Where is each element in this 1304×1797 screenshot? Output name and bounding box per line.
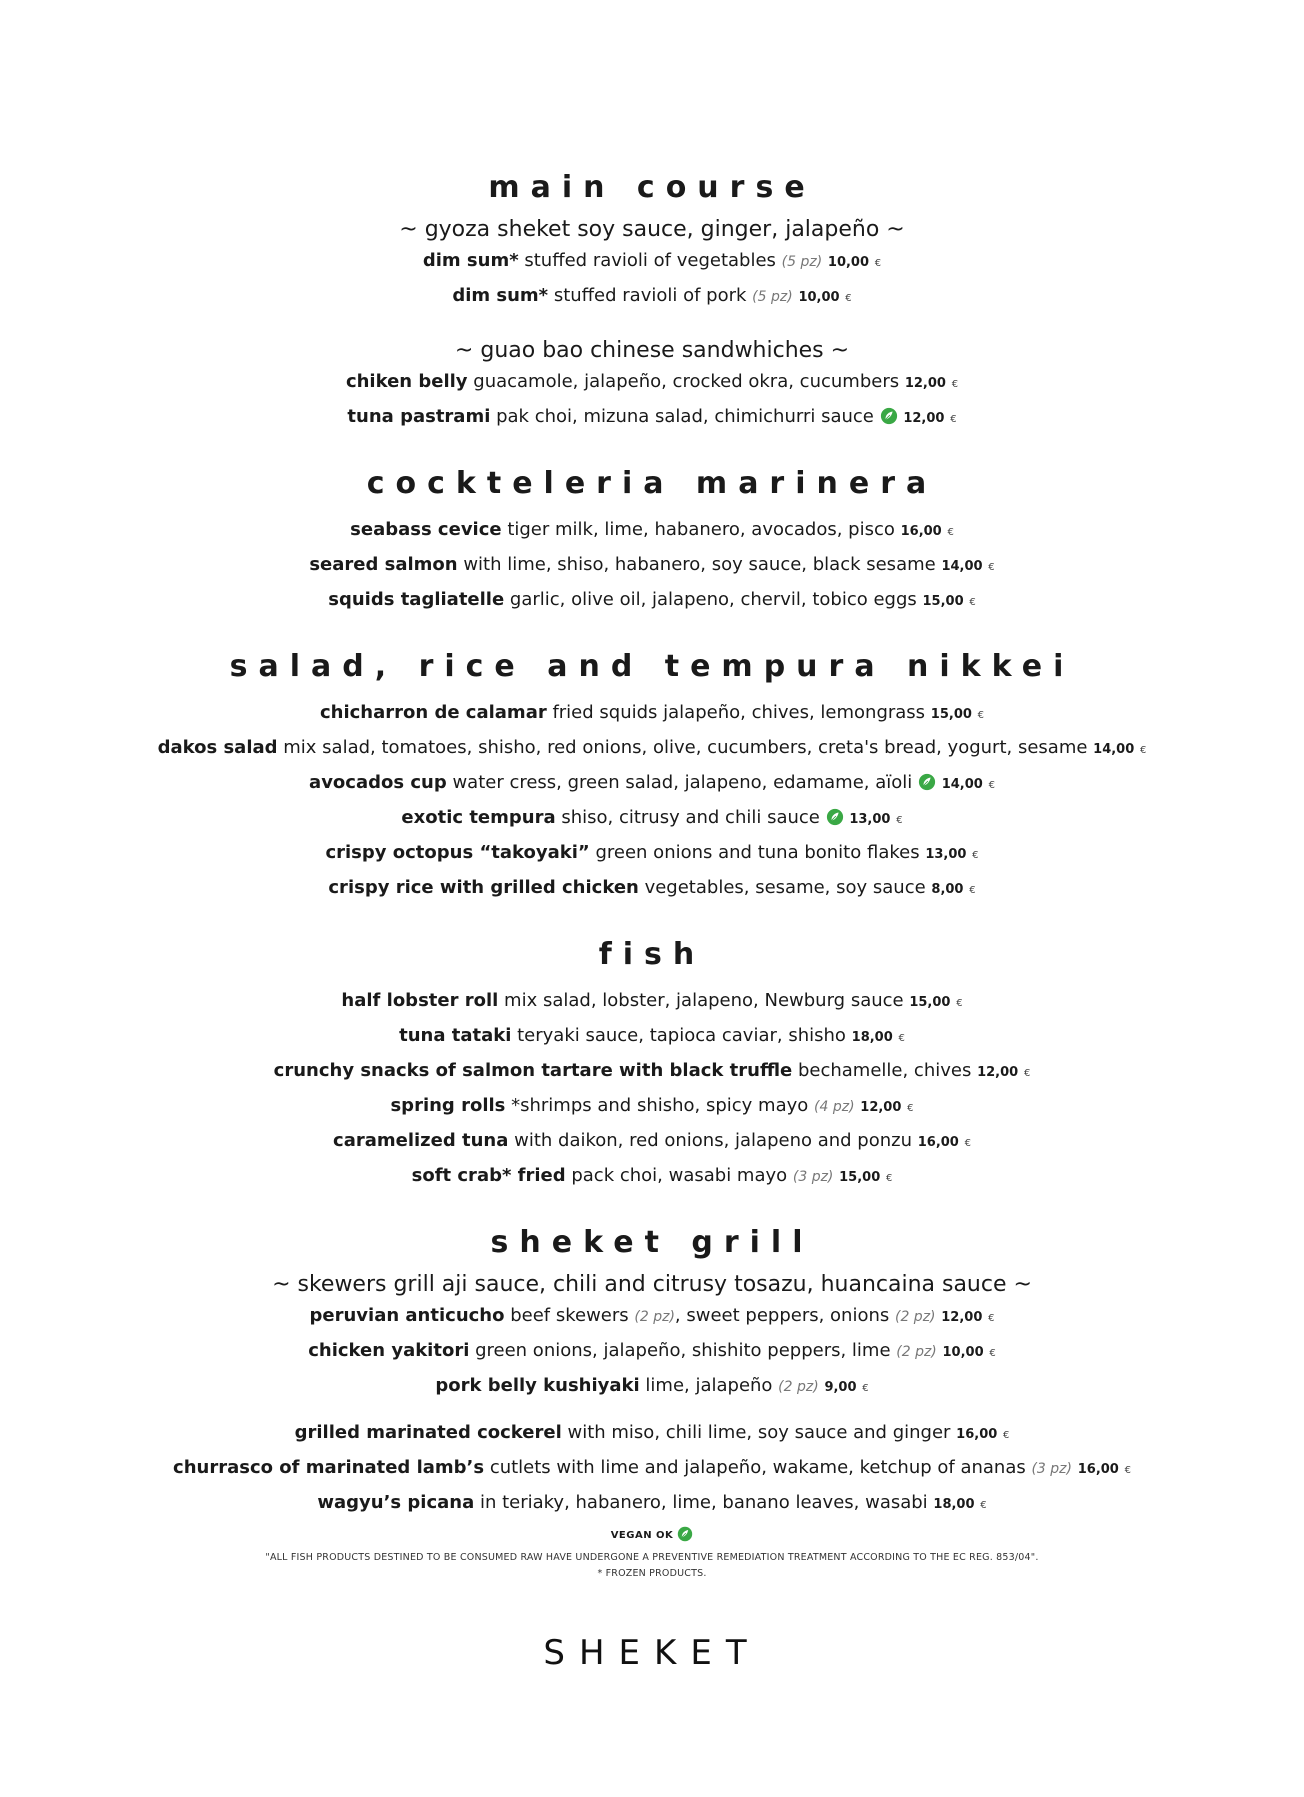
dish-description: mix salad, tomatoes, shisho, red onions, olive, cucumbers, creta's bread, yogurt, sesame (277, 737, 1094, 758)
dish-description: bechamelle, chives (792, 1060, 978, 1081)
section-title: sheket grill (490, 1225, 814, 1260)
dish-description: mix salad, lobster, jalapeno, Newburg sauce (498, 990, 910, 1011)
menu-item (0, 872, 1304, 907)
euro-sign: € (988, 780, 995, 791)
menu-item (0, 985, 1304, 1020)
section-title: cockteleria marinera (366, 466, 938, 501)
dish-name: exotic tempura (401, 807, 556, 828)
dish-description: pak choi, mizuna salad, chimichurri sauce (490, 406, 880, 427)
dish-name: seabass cevice (350, 519, 502, 540)
dish-name: pork belly kushiyaki (435, 1375, 640, 1396)
dish-quantity: (3 pz) (792, 1169, 834, 1185)
menu-item (0, 1452, 1304, 1487)
footer (0, 1526, 1304, 1582)
dish-price: 16,00 (900, 524, 942, 539)
dish-name: avocados cup (309, 772, 447, 793)
menu-item (0, 732, 1304, 767)
dish-price: 12,00 (977, 1065, 1019, 1080)
dish-price: 16,00 (1077, 1462, 1119, 1477)
euro-sign: € (951, 379, 959, 390)
dish-quantity: (2 pz) (896, 1344, 937, 1360)
dish-price: 8,00 (931, 882, 964, 897)
dish-description: guacamole, jalapeño, crocked okra, cucumbers (467, 371, 905, 392)
dish-price: 15,00 (839, 1170, 881, 1185)
dish-price: 15,00 (909, 995, 951, 1010)
dish-name: wagyu’s picana (317, 1492, 475, 1513)
menu-item (0, 1055, 1304, 1090)
dish-price: 18,00 (933, 1497, 975, 1512)
menu-item (0, 1125, 1304, 1160)
dish-price: 16,00 (956, 1427, 998, 1442)
euro-sign: € (947, 527, 954, 538)
dish-description: with miso, chili lime, soy sauce and ginger (561, 1422, 957, 1443)
dish-price: 15,00 (922, 594, 964, 609)
dish-price: 12,00 (904, 376, 946, 391)
euro-sign: € (896, 815, 903, 826)
dish-price: 14,00 (941, 559, 983, 574)
dish-quantity: (2 pz) (778, 1379, 819, 1395)
menu-item (0, 514, 1304, 549)
menu-item (0, 1300, 1304, 1335)
dish-description: stuffed ravioli of pork (548, 285, 753, 306)
dish-description: *shrimps and shisho, spicy mayo (505, 1095, 815, 1116)
dish-name: tuna pastrami (347, 406, 491, 427)
dish-description: stuffed ravioli of vegetables (518, 250, 782, 271)
menu-item (0, 1335, 1304, 1370)
group-subheading: ~ gyoza sheket soy sauce, ginger, jalapeño ~ (399, 217, 905, 242)
euro-sign: € (977, 710, 985, 721)
dish-description: tiger milk, lime, habanero, avocados, pisco (501, 519, 901, 540)
dish-price: 16,00 (917, 1135, 959, 1150)
dish-price: 10,00 (942, 1345, 984, 1360)
euro-sign: € (989, 1348, 996, 1359)
menu-item (0, 366, 1304, 401)
dish-quantity: (5 pz) (752, 289, 793, 305)
dish-description: pack choi, wasabi mayo (565, 1165, 793, 1186)
sheket-logo: SHEKET (543, 1633, 761, 1673)
frozen-note: * FROZEN PRODUCTS. (597, 1568, 707, 1579)
euro-sign: € (988, 1313, 995, 1324)
dish-price: 12,00 (860, 1100, 902, 1115)
raw-fish-note: "ALL FISH PRODUCTS DESTINED TO BE CONSUMED RAW HAVE UNDERGONE A PREVENTIVE REMEDIATION TREATMENT ACCORDING TO THE EC REG. 853/04". (265, 1552, 1039, 1563)
dish-name: dim sum* (452, 285, 549, 306)
menu-section (0, 937, 1304, 1195)
dish-quantity: (4 pz) (814, 1099, 855, 1115)
menu-item (0, 767, 1304, 802)
dish-description: cutlets with lime and jalapeño, wakame, ketchup of ananas (484, 1457, 1032, 1478)
dish-quantity: (5 pz) (781, 254, 823, 270)
euro-sign: € (964, 1138, 971, 1149)
euro-sign: € (907, 1103, 914, 1114)
euro-sign: € (956, 998, 963, 1009)
dish-name: grilled marinated cockerel (294, 1422, 562, 1443)
dish-name: spring rolls (390, 1095, 506, 1116)
euro-sign: € (1124, 1465, 1131, 1476)
vegan-legend-label: VEGAN OK (610, 1530, 674, 1541)
vegan-legend (0, 1526, 1304, 1542)
euro-sign: € (988, 562, 995, 573)
menu-item (0, 1487, 1304, 1522)
dish-description: garlic, olive oil, jalapeno, chervil, tobico eggs (504, 589, 923, 610)
menu-item (0, 280, 1304, 315)
dish-description: with daikon, red onions, jalapeno and ponzu (508, 1130, 918, 1151)
dish-description: vegetables, sesame, soy sauce (638, 877, 932, 898)
dish-name: chiken belly (345, 371, 468, 392)
menu-item (0, 1370, 1304, 1405)
dish-price: 9,00 (824, 1380, 857, 1395)
dish-description: shiso, citrusy and chili sauce (555, 807, 826, 828)
dish-price: 15,00 (930, 707, 972, 722)
dish-description: lime, jalapeño (639, 1375, 779, 1396)
dish-price: 14,00 (941, 777, 983, 792)
dish-price: 14,00 (1093, 742, 1135, 757)
dish-description: , sweet peppers, onions (674, 1305, 895, 1326)
dish-name: churrasco of marinated lamb’s (173, 1457, 485, 1478)
dish-price: 10,00 (798, 290, 840, 305)
vegan-leaf-icon (918, 773, 936, 791)
vegan-leaf-icon (677, 1526, 693, 1542)
menu-item (0, 697, 1304, 732)
dish-name: crispy rice with grilled chicken (328, 877, 639, 898)
euro-sign: € (969, 885, 976, 896)
menu-item (0, 837, 1304, 872)
dish-name: squids tagliatelle (328, 589, 505, 610)
section-title: main course (488, 170, 816, 205)
dish-name: peruvian anticucho (309, 1305, 505, 1326)
dish-description: beef skewers (504, 1305, 635, 1326)
dish-price: 12,00 (903, 411, 945, 426)
menu-section (0, 170, 1304, 436)
dish-price: 12,00 (941, 1310, 983, 1325)
dish-quantity: (2 pz) (634, 1309, 675, 1325)
dish-description: in teriaky, habanero, lime, banano leaves, wasabi (474, 1492, 934, 1513)
euro-sign: € (980, 1500, 987, 1511)
group-subheading: ~ skewers grill aji sauce, chili and citrusy tosazu, huancaina sauce ~ (272, 1272, 1032, 1297)
menu-item (0, 1417, 1304, 1452)
menu-item (0, 1020, 1304, 1055)
menu-section (0, 466, 1304, 619)
vegan-leaf-icon (880, 407, 898, 425)
dish-name: crispy octopus “takoyaki” (325, 842, 590, 863)
euro-sign: € (862, 1383, 869, 1394)
euro-sign: € (1003, 1430, 1010, 1441)
dish-quantity: (2 pz) (894, 1309, 936, 1325)
menu-item (0, 1160, 1304, 1195)
dish-name: chicken yakitori (308, 1340, 470, 1361)
euro-sign: € (1140, 745, 1147, 756)
dish-price: 13,00 (925, 847, 967, 862)
section-title: salad, rice and tempura nikkei (229, 649, 1075, 684)
euro-sign: € (1023, 1068, 1031, 1079)
dish-price: 10,00 (827, 255, 870, 270)
euro-sign: € (874, 258, 882, 269)
dish-name: caramelized tuna (333, 1130, 509, 1151)
euro-sign: € (898, 1033, 905, 1044)
dish-quantity: (3 pz) (1031, 1461, 1072, 1477)
dish-name: chicharron de calamar (319, 702, 547, 723)
group-subheading: ~ guao bao chinese sandwhiches ~ (454, 338, 850, 363)
dish-price: 13,00 (849, 812, 891, 827)
menu-item (0, 802, 1304, 837)
dish-description: with lime, shiso, habanero, soy sauce, black sesame (457, 554, 942, 575)
euro-sign: € (972, 850, 979, 861)
menu-section (0, 1225, 1304, 1522)
dish-description: fried squids jalapeño, chives, lemongrass (546, 702, 931, 723)
menu-item (0, 584, 1304, 619)
euro-sign: € (950, 414, 957, 425)
menu (0, 170, 1304, 1522)
menu-item (0, 1090, 1304, 1125)
dish-description: teryaki sauce, tapioca caviar, shisho (511, 1025, 852, 1046)
dish-name: tuna tataki (399, 1025, 512, 1046)
menu-item (0, 401, 1304, 436)
menu-item (0, 549, 1304, 584)
euro-sign: € (845, 293, 852, 304)
dish-name: dim sum* (422, 250, 519, 271)
dish-name: seared salmon (309, 554, 458, 575)
dish-name: half lobster roll (341, 990, 499, 1011)
menu-section (0, 649, 1304, 907)
dish-name: crunchy snacks of salmon tartare with black truffle (273, 1060, 793, 1081)
dish-description: green onions and tuna bonito flakes (589, 842, 926, 863)
section-title: fish (598, 937, 706, 972)
dish-description: water cress, green salad, jalapeno, edamame, aïoli (446, 772, 918, 793)
dish-name: soft crab* fried (411, 1165, 566, 1186)
euro-sign: € (969, 597, 976, 608)
dish-price: 18,00 (851, 1030, 893, 1045)
vegan-leaf-icon (826, 808, 844, 826)
menu-item (0, 245, 1304, 280)
dish-name: dakos salad (157, 737, 278, 758)
dish-description: green onions, jalapeño, shishito peppers, lime (469, 1340, 897, 1361)
euro-sign: € (886, 1173, 893, 1184)
